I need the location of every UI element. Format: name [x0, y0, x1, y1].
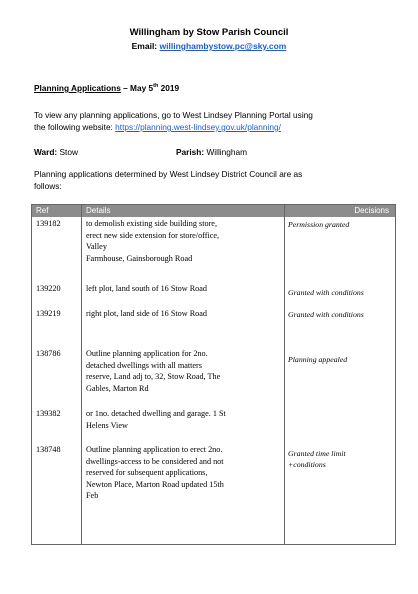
details-line: dwellings-access to be considered and not — [86, 456, 224, 466]
column-divider — [284, 205, 285, 544]
row-3-details: right plot, land side of 16 Stow Road — [86, 309, 207, 318]
header-decisions: Decisions — [354, 206, 389, 215]
applications-table — [31, 204, 396, 545]
portal-link[interactable]: https://planning.west-lindsey.gov.uk/planning/ — [115, 122, 281, 132]
intro-line-2 — [34, 121, 313, 133]
details-line: reserve, Land adj to, 32, Stow Road, The — [86, 372, 221, 382]
row-4-ref: 138786 — [36, 349, 61, 358]
details-line: reserved for subsequent applications, — [86, 468, 208, 478]
details-line: to demolish existing side building store, — [86, 219, 217, 228]
decision-line: +conditions — [288, 459, 326, 469]
header-details: Details — [86, 206, 111, 215]
title-year: 2019 — [158, 83, 180, 93]
table-header — [32, 205, 395, 217]
column-divider — [81, 205, 82, 544]
parish-value: Willingham — [204, 147, 248, 157]
row-2-decision: Granted with conditions — [288, 288, 364, 297]
title-sup: th — [153, 83, 159, 90]
determined-paragraph — [34, 168, 302, 192]
intro-paragraph — [34, 109, 313, 133]
parish-field — [176, 147, 247, 157]
details-line: Farmhouse, Gainsborough Road — [86, 253, 193, 263]
ward-line — [34, 147, 248, 157]
email-link[interactable]: willinghambystow.pc@sky.com — [159, 41, 287, 51]
details-line: Helens View — [86, 420, 128, 430]
email-label: Email: — [131, 41, 158, 51]
details-line: or 1no. detached dwelling and garage. 1 St — [86, 409, 226, 418]
determined-line-1: Planning applications determined by West Lindsey District Council are as — [34, 169, 303, 179]
decision-line: Granted time limit — [288, 449, 346, 458]
determined-line-2: follows: — [34, 181, 62, 191]
details-line: Valley — [86, 242, 107, 252]
row-3-decision: Granted with conditions — [288, 310, 364, 319]
page-title — [34, 83, 179, 93]
row-3-ref: 139219 — [36, 309, 61, 318]
details-line: Feb — [86, 491, 99, 501]
row-6-decision — [288, 449, 393, 470]
row-4-decision: Planning appealed — [288, 355, 348, 364]
header-ref: Ref — [36, 206, 49, 215]
row-1-decision: Permission granted — [288, 220, 350, 229]
details-line: Outline planning application to erect 2no. — [86, 445, 223, 454]
details-line: detached dwellings with all matters — [86, 360, 202, 370]
email-line — [0, 41, 418, 51]
details-line: Outline planning application for 2no. — [86, 349, 208, 358]
details-line: Gables, Marton Rd — [86, 383, 149, 393]
details-line: erect new side extension for store/office, — [86, 230, 220, 240]
row-6-ref: 138748 — [36, 445, 61, 454]
title-date: – May 5 — [120, 83, 154, 93]
row-6-details — [86, 444, 281, 502]
parish-label: Parish: — [176, 147, 205, 157]
ward-label: Ward: — [34, 147, 58, 157]
row-1-ref: 139182 — [36, 219, 61, 228]
row-2-ref: 139220 — [36, 284, 61, 293]
intro-line-1: To view any planning applications, go to West Lindsey Planning Portal using — [34, 110, 313, 120]
row-2-details: left plot, land south of 16 Stow Road — [86, 284, 207, 293]
row-5-details — [86, 408, 281, 431]
council-name: Willingham by Stow Parish Council — [129, 27, 289, 38]
intro-prefix: the following website: — [34, 122, 116, 132]
row-4-details — [86, 348, 281, 394]
details-line: Newton Place, Marton Road updated 15th — [86, 479, 224, 489]
ward-value: Stow — [57, 147, 78, 157]
title-main: Planning Applications — [34, 83, 121, 93]
row-1-details — [86, 218, 281, 264]
row-5-ref: 139382 — [36, 409, 61, 418]
